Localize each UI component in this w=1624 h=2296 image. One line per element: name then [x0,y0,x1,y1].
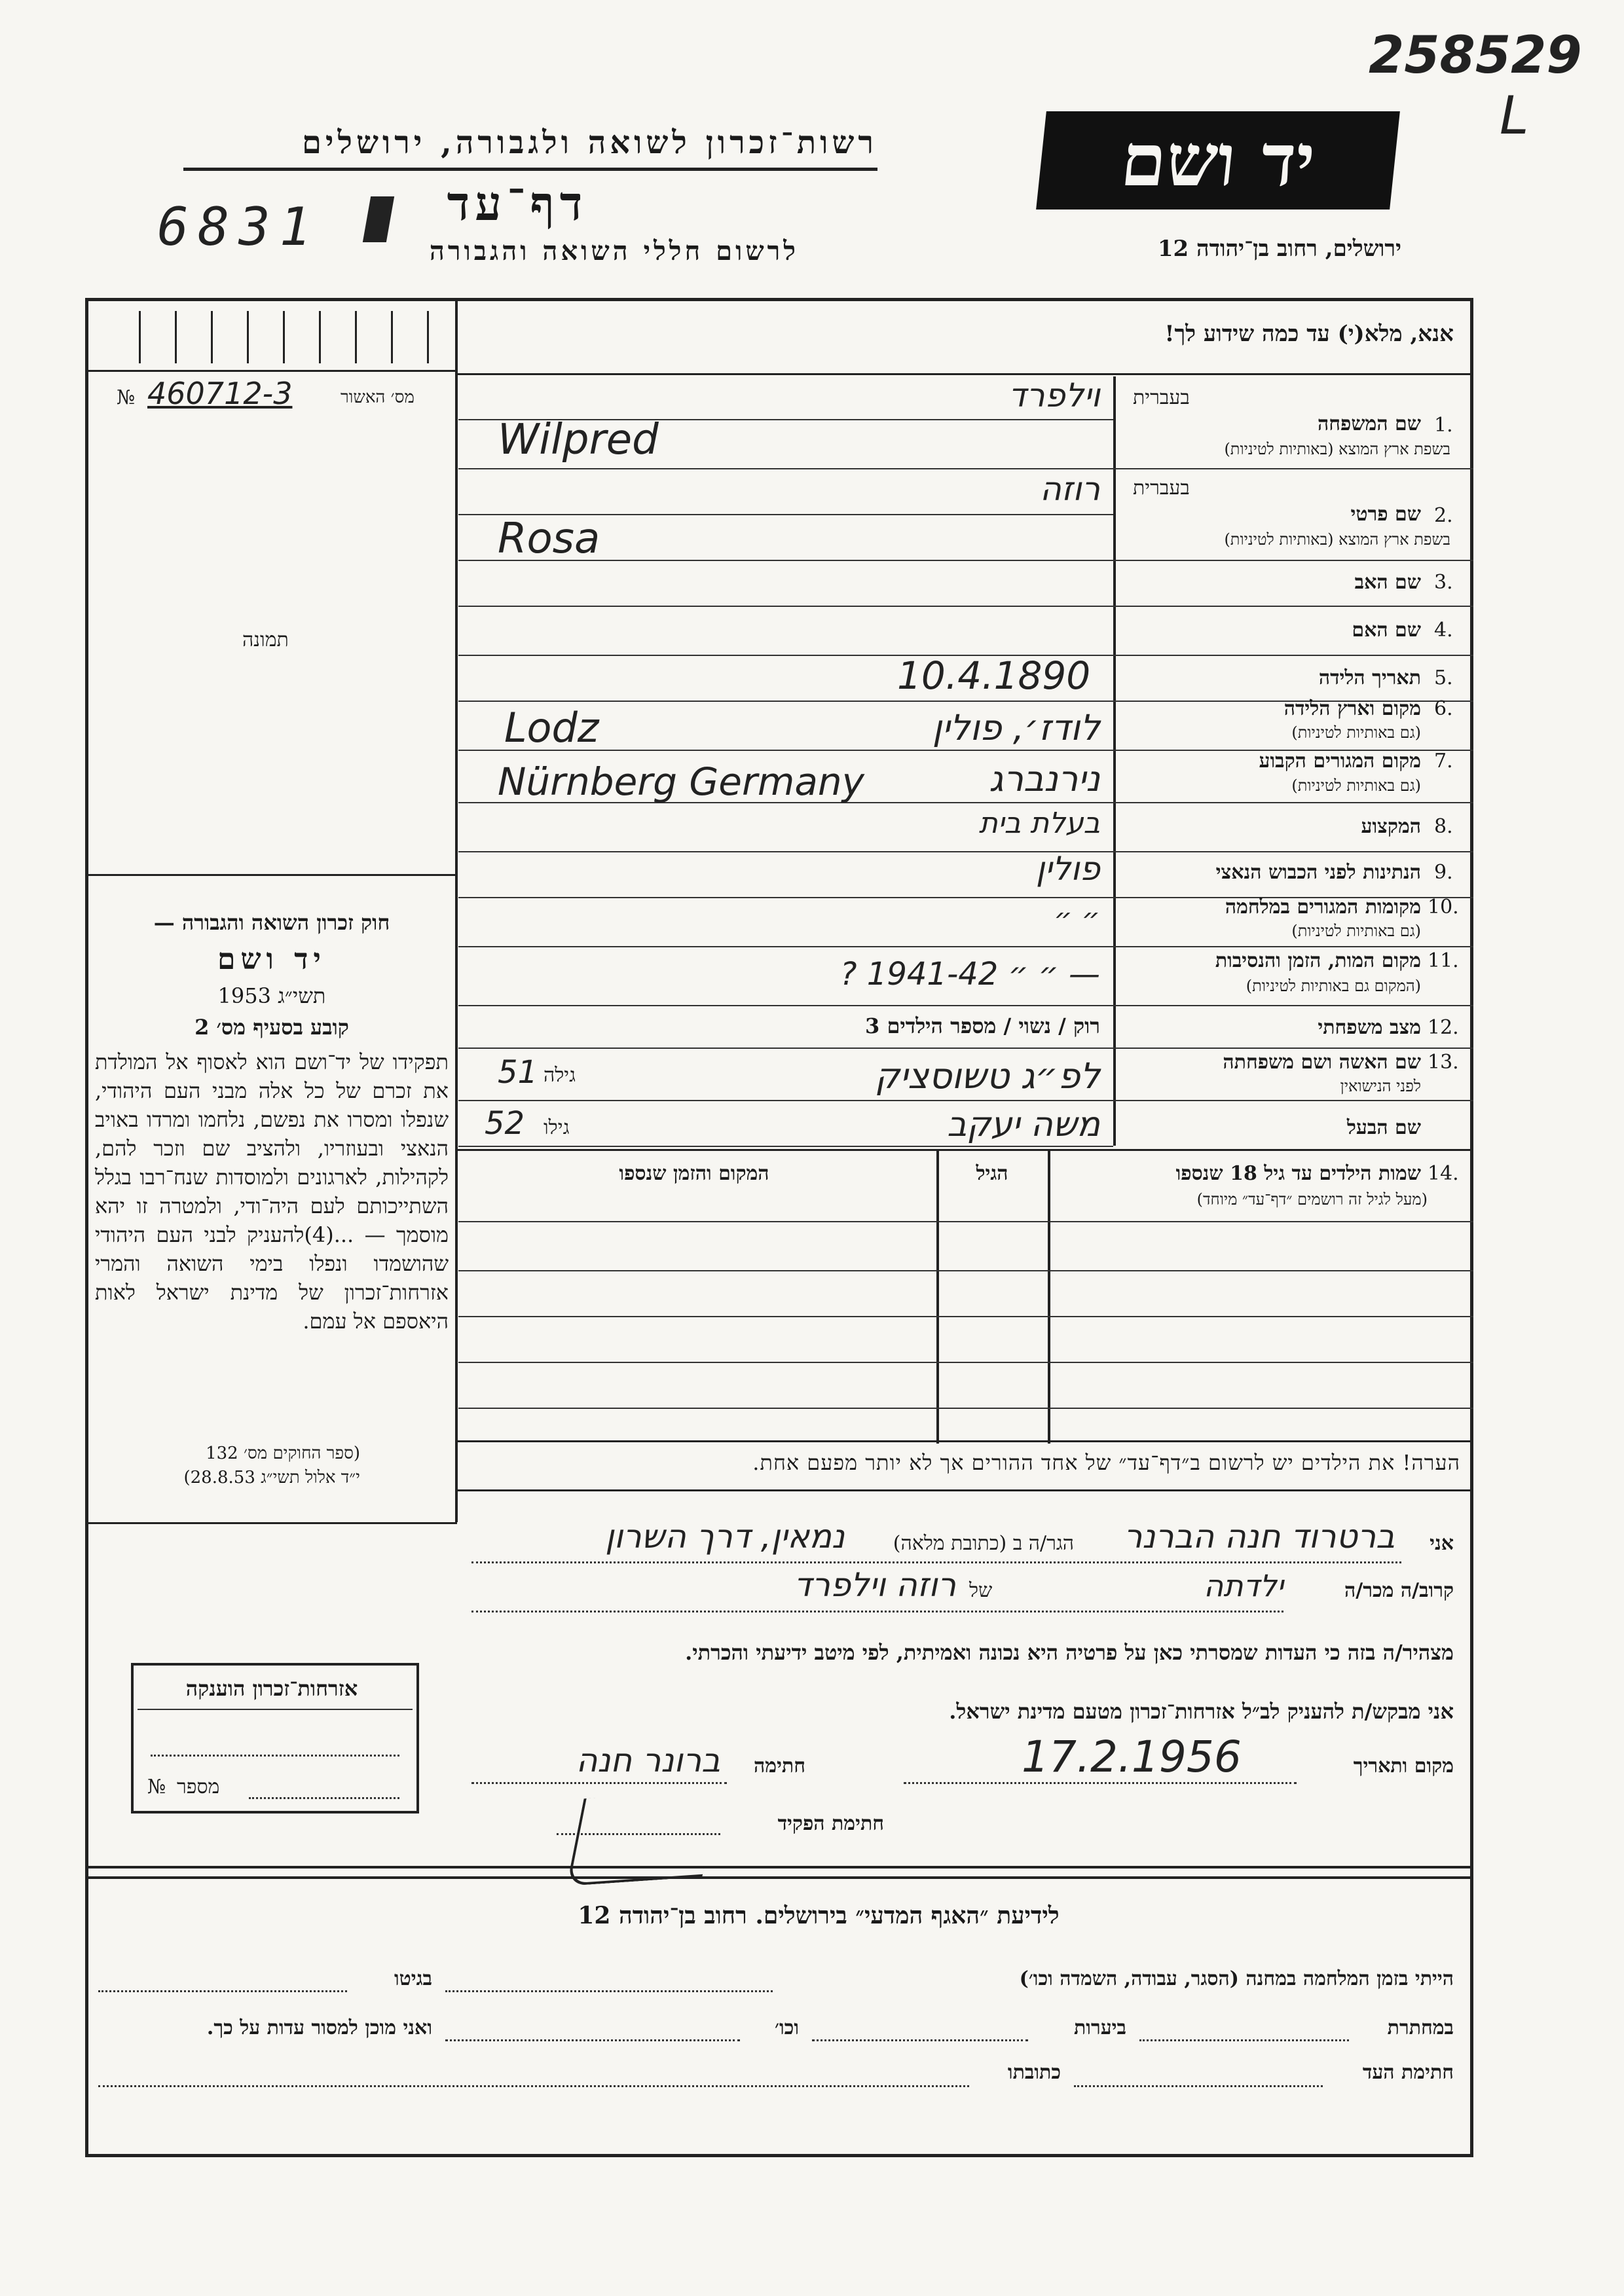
field-2-value-hebrew: רוזה [1040,470,1100,508]
field-7-note: (גם באותיות לטיניות) [1291,776,1421,795]
field-1-lang: בעברית [1133,386,1190,409]
citizenship-line [151,1755,399,1757]
children-bottom-rule [455,1440,1473,1442]
label-column-divider [1113,376,1116,1146]
field-12-value: רוק / נשוי / מספר הילדים 3 [865,1013,1100,1038]
date-line [904,1782,1297,1784]
citizenship-no-mark: № [147,1776,166,1798]
footer-line3-a: חתימת העד [1362,2061,1454,2084]
field-6-value-latin: Lodz [504,704,599,752]
children-col-age: הגיל [976,1162,1008,1185]
footer-line1-a: הייתי בזמן המלחמה במחנה (הסגר, עבודה, השמדה וכו׳) [1019,1967,1454,1990]
photo-label: תמונה [242,629,289,651]
authority-underline [183,168,877,171]
field-10-label: מקומות המגורים במלחמה [1225,896,1421,919]
citizenship-title: אזרחות־זכרון הוענקה [185,1676,358,1701]
field-11-note: (המקום גם באותיות לטיניות) [1246,977,1421,995]
children-top-rule [455,1149,1473,1151]
address-label: הגר/ה ב (כתובת מלאה) [893,1532,1074,1555]
left-column-divider [455,298,458,1522]
footer-notice: לידיעת ״האגף המדעי״ בירושלים. רחוב בן־יהודה 12 [578,1902,1060,1929]
field-11-label: מקום המות, הזמן והנסיבות [1215,949,1421,972]
yad-vashem-logo: יד ושם [1036,111,1400,210]
header-address: ירושלים, רחוב בן־יהודה 12 [1157,236,1401,262]
request-text: אני מבקש/ת להעניק לב״ל אזרחות־זכרון מטעם מדינת ישראל. [949,1699,1454,1724]
children-note: (מעל לגיל זה רושמים ״דף־עד״ מיוחד) [1196,1190,1428,1209]
children-label: שמות הילדים עד גיל 18 שנספו [1175,1162,1421,1185]
field-13-num: 13. [1428,1051,1459,1074]
field-2-note: בשפת ארץ המוצא (באותיות לטיניות) [1224,530,1450,549]
children-row-line [458,1270,1473,1271]
of-label: של [969,1579,993,1602]
instruction-text: אנא, מלא(י) עד כמה שידוע לך! [1164,321,1454,347]
field-3-num: 3. [1434,571,1453,594]
field-11-num: 11. [1428,949,1459,972]
handwritten-archive-number: 258529 [1369,26,1582,85]
law-footnote-1: (ספר החוקים מס׳ 132 [206,1444,360,1463]
field-4-label: שם האם [1352,619,1421,642]
footer-line2-blank-1 [1139,2039,1349,2041]
children-col-place: המקום והזמן שנספו [619,1162,769,1185]
instruction-underline [455,373,1473,375]
tick-boxes-bottom [85,370,455,372]
field-6-value-hebrew: לודז׳, פולין [932,707,1100,748]
field-1-num: 1. [1434,414,1453,437]
footer-line1-blank [445,1990,773,1992]
field-2-label: שם פרטי [1350,503,1421,526]
law-logo: יד ושם [217,943,326,976]
footer-line2-b: ביערות [1073,2016,1126,2039]
row-sep [1113,1100,1473,1101]
left-box-bottom [85,1522,457,1524]
footer-double-rule [88,1866,1470,1879]
field-13-value: לפ״ג טשוסציק [874,1055,1100,1097]
footer-line1-tail [98,1990,347,1992]
field-7-value-hebrew: נירנברג [989,758,1100,799]
photo-box-bottom [85,874,455,876]
field-1-note: בשפת ארץ המוצא (באותיות לטיניות) [1224,440,1450,458]
field-8-label: המקצוע [1361,815,1421,838]
children-row-line [458,1362,1473,1363]
value-line [458,1048,1113,1049]
husband-label: שם הבעל [1346,1116,1421,1139]
citizenship-number-label: מספר [177,1776,220,1798]
field-12-label: מצב משפחתי [1318,1016,1421,1039]
field-5-value: 10.4.1890 [897,653,1091,698]
field-13-age-label: גילה [544,1064,576,1087]
husband-age-label: גילו [544,1116,570,1139]
field-13-note: לפני הנישואין [1340,1077,1421,1095]
value-line [458,606,1113,607]
value-line [458,1100,1113,1101]
date-value: 17.2.1956 [1022,1732,1242,1782]
law-footnote-2: י״ד אלול תשי״ג 28.8.53) [183,1468,360,1487]
children-row-line [458,1221,1473,1222]
field-10-num: 10. [1428,896,1459,919]
field-7-label: מקום המגורים הקבוע [1259,750,1421,773]
value-line [458,897,1113,898]
signature-label: חתימה [754,1755,805,1777]
field-11-value: — ״ ״ 1941-42 ? [840,956,1100,993]
field-8-value: בעלת בית [978,807,1100,840]
row-sep [1113,1048,1473,1049]
field-10-value: ״ ״ [1054,902,1100,936]
husband-value: משה יעקב [947,1105,1100,1144]
footer-line2-c: וכו׳ [775,2016,799,2039]
footer-line3-blank-1 [1074,2085,1323,2087]
place-date-label: מקום ותאריך [1353,1755,1454,1777]
form-subtitle: לרשום חללי השואה והגבורה [429,236,799,266]
field-13-age: 51 [498,1054,538,1091]
field-2-lang: בעברית [1133,477,1190,500]
field-10-note: (גם באותיות לטיניות) [1291,922,1421,940]
field-1-value-hebrew: וילפרד [1008,376,1100,414]
field-12-num: 12. [1428,1016,1459,1039]
law-body: תפקידו של יד־ושם הוא לאסוף אל המולדת את זכרם של כל אלה מבני העם היהודי, שנפלו ומסרו את נפשם, נלחמו ומרדו באויב הנאצי ובעוזריו, ולהציב שם וזכר להם, לקהילות, לארגונים ולמוסדות שנח־רבו בגלל השתייכותם לעם היה־ודי, ולמטרה זו יהא מוסמך — ...(4)להעניק לבני העם היהודי שהושמדו ונפלו בימי השואה והמרי אזרחות־זכרון של מדינת ישראל לאות היאספם אל עמם. [95,1049,449,1334]
statement-text: מצהיר/ה בזה כי העדות שמסרתי כאן על פרטיה היא נכונה ואמיתית, לפי מיטב ידיעתי והכרתי. [685,1640,1454,1665]
row-sep [1113,802,1473,803]
law-title: חוק זכרון השואה והגבורה — [153,910,390,935]
row-sep [1113,560,1473,561]
field-6-num: 6. [1434,697,1453,720]
relation-value: ילדתה [1204,1568,1283,1603]
address-value: נמאין, דרך השרון [605,1518,845,1556]
field-8-num: 8. [1434,815,1453,838]
husband-age: 52 [485,1105,525,1142]
footer-line3-blank-2 [98,2085,969,2087]
citizenship-title-rule [138,1709,413,1710]
children-col-divider [936,1149,939,1444]
row-sep [1113,655,1473,656]
footer-line2-d: ואני מוכן למסור עדות על כך. [206,2016,432,2039]
value-line [458,946,1113,947]
children-num: 14. [1428,1162,1459,1185]
row-sep [1113,851,1473,852]
value-line [458,1005,1113,1006]
footer-line2-a: במחתרת [1387,2016,1454,2039]
official-signature-label: חתימת הפקיד [777,1812,884,1835]
row-sep [1113,606,1473,607]
field-2-num: 2. [1434,504,1453,527]
footer-line2-blank-3 [445,2039,740,2041]
signature-value: ברונר חנה [576,1741,720,1779]
field-1-value-latin: Wilpred [498,416,659,464]
children-row-line [458,1408,1473,1409]
value-line [458,1146,1113,1147]
field-9-label: הנתינות לפני הכבוש הנאצי [1215,861,1421,884]
footer-line2-blank-2 [812,2039,1028,2041]
declaration-ani: אני [1430,1532,1454,1555]
registration-label: מס׳ האשור [341,388,415,407]
registration-value: 460712-3 [147,376,293,411]
tick-boxes [105,311,439,363]
field-6-label: מקום וארץ הלידה [1283,697,1421,720]
field-1-label: שם המשפחה [1317,412,1421,435]
field-9-value: פולין [1035,850,1100,888]
value-line [458,701,1113,702]
footer-line3-b: כתובתו [1007,2061,1061,2084]
declarant-name: ברטרוד חנה הברנר [1124,1518,1395,1556]
relative-label: קרוב/ה מכר/ה [1344,1579,1454,1602]
law-year: תשי״ג 1953 [217,983,326,1008]
footer-line1-b: בגיטו [394,1967,432,1990]
signature-line [471,1782,727,1784]
field-5-num: 5. [1434,666,1453,689]
value-line [458,468,1113,469]
field-7-num: 7. [1434,750,1453,773]
children-col-divider [1048,1149,1050,1444]
of-value: רוזה וילפרד [794,1566,956,1604]
remark-bottom-rule [455,1489,1473,1491]
declaration-line-2 [471,1611,1283,1613]
field-13-label: שם האשה ושם משפחתה [1223,1051,1421,1074]
law-section: קובע בסעיף מס׳ 2 [194,1015,349,1040]
form-title: דף־עד [447,175,588,231]
field-6-note: (גם באותיות לטיניות) [1291,723,1421,742]
declaration-line-1 [471,1561,1401,1563]
field-4-num: 4. [1434,619,1453,642]
field-3-label: שם האב [1354,571,1421,594]
field-2-value-latin: Rosa [498,515,600,563]
field-9-num: 9. [1434,861,1453,884]
stamp-number: 6831 [157,196,320,257]
citizenship-number-line [249,1797,399,1799]
registration-no-mark: № [117,386,136,409]
remark-text: הערה! את הילדים יש לרשום ב״דף־עד״ של אחד ההורים אך לא יותר מפעם אחת. [752,1450,1460,1475]
row-sep [1113,1005,1473,1006]
children-row-line [458,1316,1473,1317]
field-7-value-latin: Nürnberg Germany [498,759,864,804]
row-sep [1113,946,1473,947]
field-5-label: תאריך הלידה [1318,666,1421,689]
authority-name: רשות־זכרון לשואה ולגבורה, ירושלים [301,124,877,161]
row-sep [1113,468,1473,469]
handwritten-letter: L [1500,85,1529,146]
